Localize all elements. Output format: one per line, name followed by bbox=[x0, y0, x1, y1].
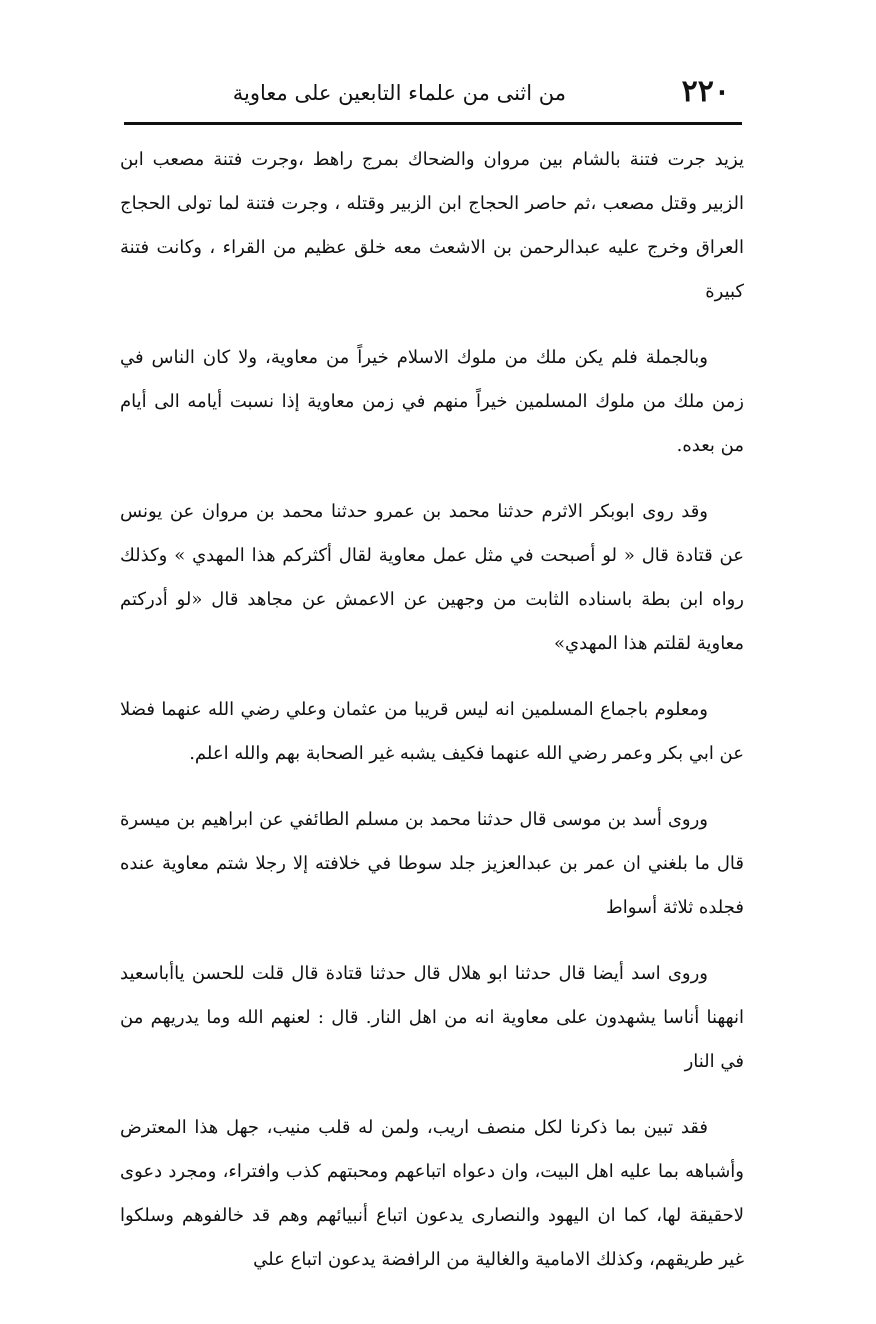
paragraph-5: وروى أسد بن موسى قال حدثنا محمد بن مسلم الطائفي عن ابراهيم بن ميسرة قال ما بلغني ان عمر بن عبدالعزيز جلد سوطا في خلافته إلا رجلا شتم معاوية عنده فجلده ثلاثة أسواط bbox=[120, 809, 744, 918]
header-rule bbox=[124, 122, 742, 125]
paragraph-2: وبالجملة فلم يكن ملك من ملوك الاسلام خيراً من معاوية، ولا كان الناس في زمن ملك من ملوك المسلمين خيراً منهم في زمن معاوية إذا نسبت أيامه الى أيام من بعده. bbox=[120, 347, 744, 456]
running-title: من اثنى من علماء التابعين على معاوية bbox=[232, 81, 566, 105]
paragraph-7: فقد تبين بما ذكرنا لكل منصف اريب، ولمن له قلب منيب، جهل هذا المعترض وأشباهه بما عليه اهل البيت، وان دعواه اتباعهم ومحبتهم كذب وافتراء، ومجرد دعوى لاحقيقة لها، كما ان اليهود والنصارى يدعون اتباع أنبيائهم وهم قد خالفوهم وسلكوا غير طريقهم، وكذلك الامامية والغالية من الرافضة يدعون اتباع علي bbox=[120, 1117, 744, 1270]
paragraph-3: وقد روى ابوبكر الاثرم حدثنا محمد بن عمرو حدثنا محمد بن مروان عن يونس عن قتادة قال « لو أصبحت في مثل عمل معاوية لقال أكثركم هذا المهدي » وكذلك رواه ابن بطة باسناده الثابت من وجهين عن الاعمش عن مجاهد قال «لو أدركتم معاوية لقلتم هذا المهدي» bbox=[120, 501, 744, 654]
paragraph-6: وروى اسد أيضا قال حدثنا ابو هلال قال حدثنا قتادة قال قلت للحسن ياأباسعيد انههنا أناسا يشهدون على معاوية انه من اهل النار. قال : لعنهم الله وما يدريهم من في النار bbox=[120, 963, 744, 1072]
page-number: ٢٢٠ bbox=[681, 74, 730, 109]
paragraph-1: يزيد جرت فتنة بالشام بين مروان والضحاك بمرج راهط ،وجرت فتنة مصعب ابن الزبير وقتل مصعب ،ثم حاصر الحجاج ابن الزبير وقتله ، وجرت فتنة لما تولى الحجاج العراق وخرج عليه عبدالرحمن بن الاشعث معه خلق عظيم من القراء ، وكانت فتنة كبيرة bbox=[120, 149, 744, 302]
page-header bbox=[124, 72, 742, 118]
body-text bbox=[120, 138, 744, 1304]
paragraph-4: ومعلوم باجماع المسلمين انه ليس قريبا من عثمان وعلي رضي الله عنهما فضلا عن ابي بكر وعمر رضي الله عنهما فكيف يشبه غير الصحابة بهم والله اعلم. bbox=[120, 699, 744, 764]
